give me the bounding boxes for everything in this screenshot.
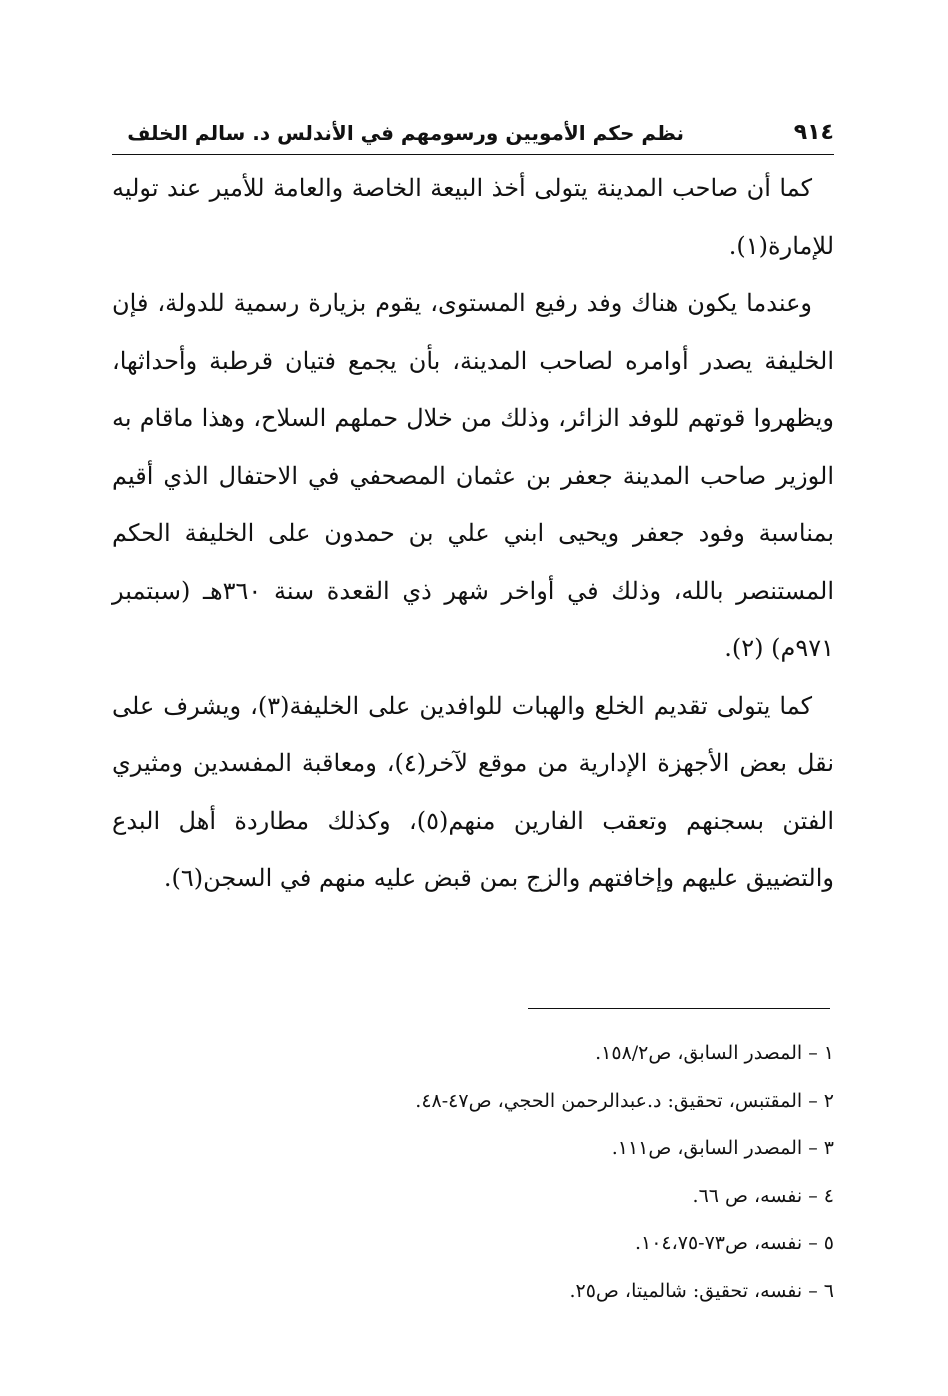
footnote-6: ٦ – نفسه، تحقيق: شالميتا، ص٢٥. bbox=[569, 1279, 834, 1302]
body-text bbox=[112, 160, 834, 908]
footnote-5: ٥ – نفسه، ص٧٣-١٠٤،٧٥. bbox=[634, 1232, 834, 1255]
header-rule bbox=[112, 154, 834, 155]
footnote-1: ١ – المصدر السابق، ص١٥٨/٢. bbox=[595, 1042, 834, 1064]
footnote-2: ٢ – المقتبس، تحقيق: د.عبدالرحمن الحجي، ص٤٧-٤٨. bbox=[415, 1089, 834, 1112]
footnote-4: ٤ – نفسه، ص ٦٦. bbox=[692, 1184, 834, 1207]
page-header bbox=[112, 118, 834, 154]
footnote-separator bbox=[528, 1008, 830, 1009]
footnotes bbox=[112, 1030, 834, 1316]
footnote-3: ٣ – المصدر السابق، ص١١١. bbox=[611, 1137, 834, 1160]
running-title: نظم حكم الأمويين ورسومهم في الأندلس د. سالم الخلف bbox=[127, 121, 684, 145]
paragraph-2: وعندما يكون هناك وفد رفيع المستوى، يقوم بزيارة رسمية للدولة، فإن الخليفة يصدر أوامره لصاحب المدينة، بأن يجمع فتيان قرطبة وأحداثها، ويظهروا قوتهم للوفد الزائر، وذلك من خلال حملهم السلاح، وهذا ماقام به الوزير صاحب المدينة جعفر بن عثمان المصحفي في الاحتفال الذي أقيم بمناسبة وفود جعفر ويحيى ابني علي بن حمدون على الخليفة الحكم المستنصر بالله، وذلك في أواخر شهر ذي القعدة سنة ٣٦٠هـ (سبتمبر ٩٧١م) (٢). bbox=[112, 289, 834, 662]
paragraph-1: كما أن صاحب المدينة يتولى أخذ البيعة الخاصة والعامة للأمير عند توليه للإمارة(١). bbox=[112, 174, 834, 260]
paragraph-3: كما يتولى تقديم الخلع والهبات للوافدين على الخليفة(٣)، ويشرف على نقل بعض الأجهزة الإدارية من موقع لآخر(٤)، ومعاقبة المفسدين ومثيري الفتن بسجنهم وتعقب الفارين منهم(٥)، وكذلك مطاردة أهل البدع والتضييق عليهم وإخافتهم والزج بمن قبض عليه منهم في السجن(٦). bbox=[112, 691, 835, 892]
page-number: ٩١٤ bbox=[793, 120, 834, 145]
